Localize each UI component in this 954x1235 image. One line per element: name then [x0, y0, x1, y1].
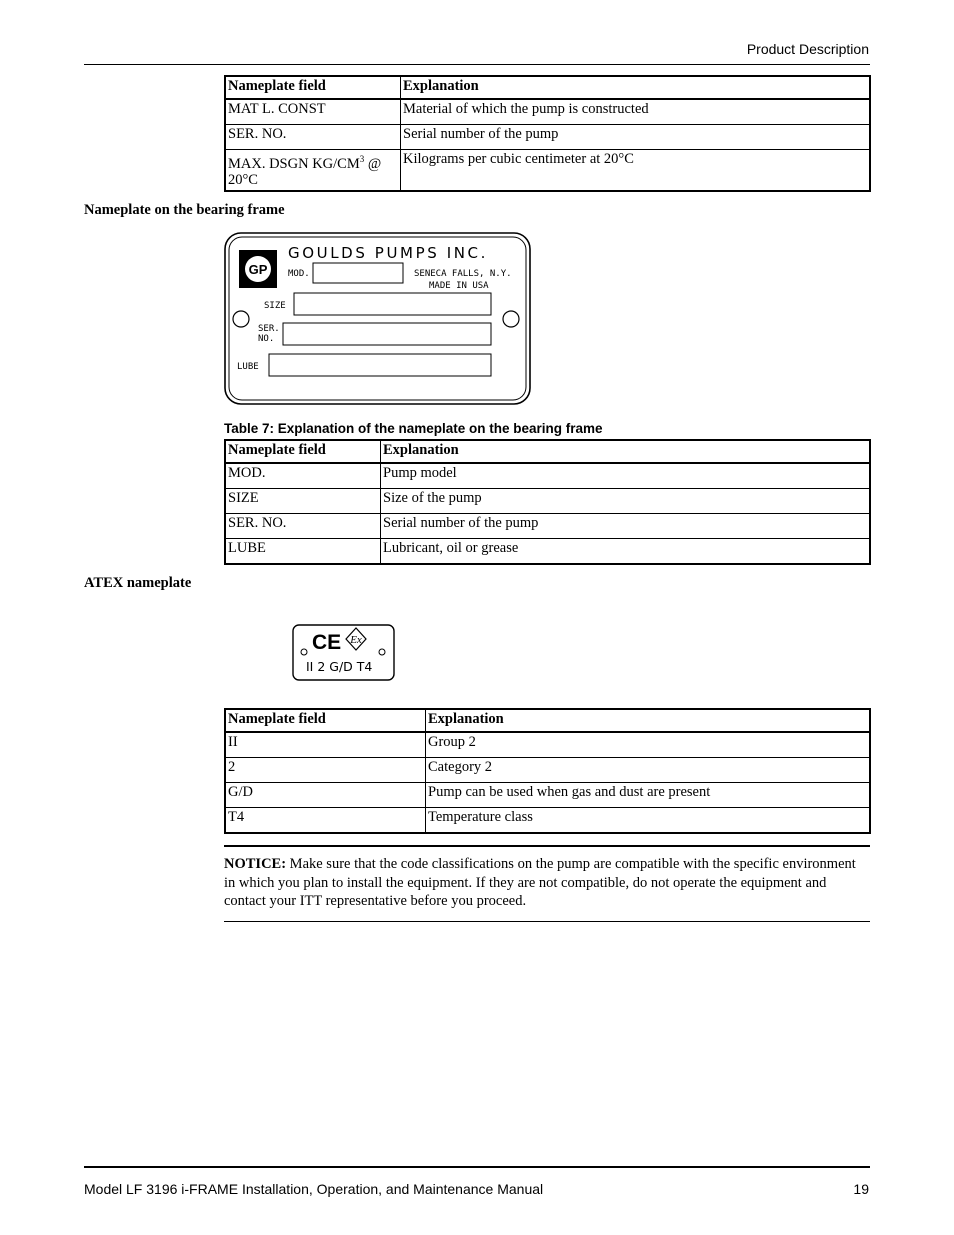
- mounting-hole-right: [503, 311, 519, 327]
- no-label: NO.: [258, 334, 275, 344]
- table-header-row: [225, 709, 870, 732]
- page-header-section: Product Description: [746, 41, 869, 57]
- table-row: [225, 150, 870, 192]
- table-cell-field: SER. NO.: [225, 125, 401, 150]
- table-cell-field: MAT L. CONST: [225, 99, 401, 125]
- column-header: Explanation: [381, 440, 871, 463]
- header-divider: [84, 64, 870, 65]
- atex-nameplate-figure: [290, 622, 398, 684]
- ser-label: SER.: [258, 324, 280, 334]
- size-label: SIZE: [264, 301, 286, 311]
- mounting-hole-left: [233, 311, 249, 327]
- table-row: [225, 539, 870, 565]
- bearing-frame-nameplate-figure: [222, 230, 534, 408]
- nameplate-table-bearing-frame: [224, 439, 871, 565]
- table-cell-explanation: Category 2: [426, 758, 871, 783]
- table-cell-field: MAX. DSGN $KG/CM^3$ @ 20°C: [225, 150, 401, 192]
- table-cell-field: SIZE: [225, 489, 381, 514]
- table-cell-field: SER. NO.: [225, 514, 381, 539]
- ce-mark-icon: CE: [312, 631, 342, 654]
- page-number: 19: [853, 1181, 869, 1197]
- notice-divider-bottom: [224, 921, 870, 922]
- table-cell-explanation: Material of which the pump is constructed: [401, 99, 871, 125]
- table-row: [225, 463, 870, 489]
- column-header: Nameplate field: [225, 440, 381, 463]
- mod-label: MOD.: [288, 269, 310, 279]
- table-cell-field: LUBE: [225, 539, 381, 565]
- svg-text:Ex: Ex: [350, 634, 362, 646]
- section-heading-atex: ATEX nameplate: [84, 575, 192, 591]
- notice-block: [224, 855, 870, 911]
- column-header: Nameplate field: [225, 709, 426, 732]
- table-caption: Table 7: Explanation of the nameplate on the bearing frame: [224, 421, 603, 436]
- table-row: [225, 99, 870, 125]
- location-line-2: MADE IN USA: [429, 281, 489, 291]
- table-row: [225, 489, 870, 514]
- notice-divider-top: [224, 845, 870, 847]
- nameplate-table-1: [224, 75, 871, 192]
- notice-text: Make sure that the code classifications on the pump are compatible with the specific environment in which you plan to install the equipment. If they are not compatible, do not operate the equipment and contact your ITT representative before you proceed.: [224, 856, 856, 909]
- table-cell-explanation: Pump can be used when gas and dust are present: [426, 783, 871, 808]
- footer-divider: [84, 1166, 870, 1168]
- column-header: Nameplate field: [225, 76, 401, 99]
- table-header-row: [225, 76, 870, 99]
- footer-manual-title: Model LF 3196 i-FRAME Installation, Operation, and Maintenance Manual: [84, 1181, 544, 1197]
- logo-text: GP: [248, 262, 268, 277]
- company-name: GOULDS PUMPS INC.: [288, 244, 488, 262]
- table-cell-explanation: Size of the pump: [381, 489, 871, 514]
- mounting-hole-right: [379, 649, 385, 655]
- column-header: Explanation: [426, 709, 871, 732]
- table-row: [225, 514, 870, 539]
- location-line-1: SENECA FALLS, N.Y.: [414, 269, 512, 279]
- table-cell-field: II: [225, 732, 426, 758]
- atex-code: II 2 G/D T4: [306, 659, 373, 674]
- mounting-hole-left: [301, 649, 307, 655]
- table-cell-field: T4: [225, 808, 426, 834]
- table-row: [225, 125, 870, 150]
- goulds-logo-icon: [239, 250, 277, 288]
- table-cell-explanation: Lubricant, oil or grease: [381, 539, 871, 565]
- nameplate-table-atex: [224, 708, 871, 834]
- table-cell-explanation: Serial number of the pump: [381, 514, 871, 539]
- table-header-row: [225, 440, 870, 463]
- section-heading-bearing-frame: Nameplate on the bearing frame: [84, 202, 285, 218]
- lube-label: LUBE: [237, 362, 259, 372]
- table-cell-explanation: Serial number of the pump: [401, 125, 871, 150]
- table-row: [225, 758, 870, 783]
- table-cell-explanation: Group 2: [426, 732, 871, 758]
- table-row: [225, 808, 870, 834]
- column-header: Explanation: [401, 76, 871, 99]
- notice-label: NOTICE:: [224, 856, 287, 872]
- table-row: [225, 783, 870, 808]
- ex-hexagon-icon: [346, 628, 366, 650]
- table-cell-explanation: Temperature class: [426, 808, 871, 834]
- table-cell-field: G/D: [225, 783, 426, 808]
- table-cell-field: MOD.: [225, 463, 381, 489]
- table-cell-explanation: Pump model: [381, 463, 871, 489]
- table-row: [225, 732, 870, 758]
- table-cell-field: 2: [225, 758, 426, 783]
- table-cell-explanation: Kilograms per cubic centimeter at 20°C: [401, 150, 871, 192]
